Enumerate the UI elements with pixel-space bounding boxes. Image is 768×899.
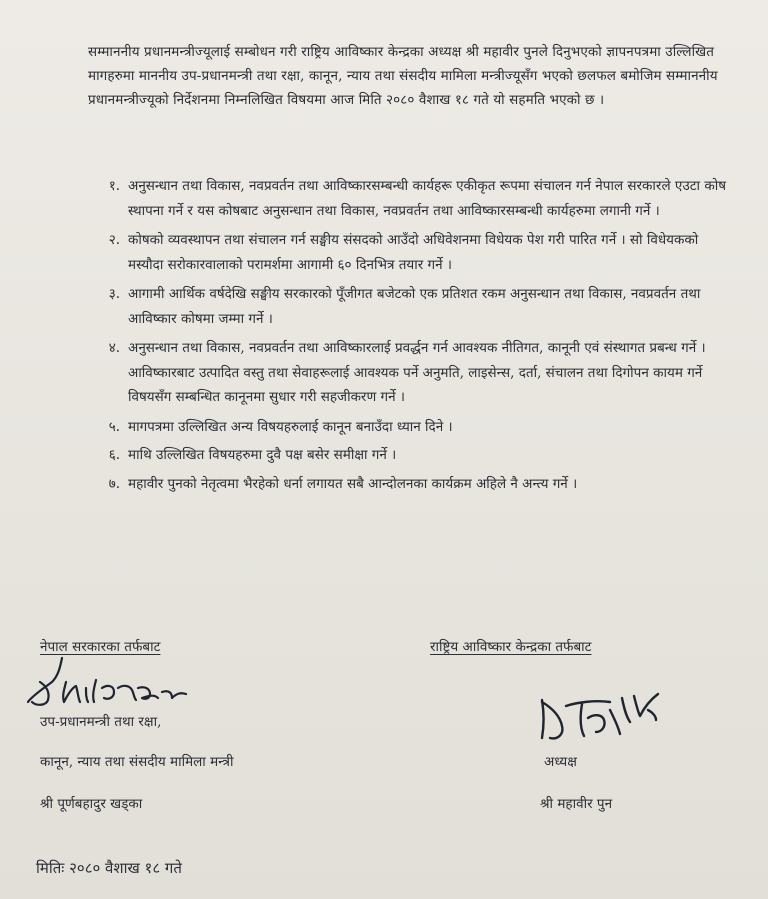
document-date: मितिः २०८० वैशाख १८ गते xyxy=(36,859,182,877)
right-signature xyxy=(530,682,680,744)
list-item xyxy=(88,228,736,277)
item-text: कोषको व्यवस्थापन तथा संचालन गर्न सङ्घीय संसदको आउँदो अधिवेशनमा विधेयक पेश गरी पारित गर्ने । सो विधेयकको मस्यौदा सरोकारवालाको परामर्शमा आगामी ६० दिनभित्र तयार गर्ने । xyxy=(128,232,699,273)
right-signatory-title: अध्यक्ष xyxy=(544,754,577,770)
item-number: ५. xyxy=(108,418,120,435)
left-signatory-name: श्री पूर्णबहादुर खड्का xyxy=(40,796,143,812)
item-number: १. xyxy=(108,178,120,194)
intro-paragraph: सम्माननीय प्रधानमन्त्रीज्यूलाई सम्बोधन गरी राष्ट्रिय आविष्कार केन्द्रका अध्यक्ष श्री महावीर पुनले दिनुभएको ज्ञापनपत्रमा उल्लिखित मागहरुमा माननीय उप-प्रधानमन्त्री तथा रक्षा, कानून, न्याय तथा संसदीय मामिला मन्त्रीज्यूसँग भएको छलफल बमोजिम सम्माननीय प्रधानमन्त्रीज्यूको निर्देशनमा निम्नलिखित विषयमा आज मिति २०८० वैशाख १८ गते यो सहमति भएको छ । xyxy=(88,44,718,108)
left-signature xyxy=(22,652,192,710)
item-text: अनुसन्धान तथा विकास, नवप्रवर्तन तथा आविष्कारसम्बन्धी कार्यहरू एकीकृत रूपमा संचालन गर्न नेपाल सरकारले एउटा कोष स्थापना गर्ने र यस कोषबाट अनुसन्धान तथा विकास, नवप्रवर्तन तथा आविष्कारसम्बन्धी कार्यहरुमा लगानी गर्ने । xyxy=(128,178,727,219)
list-item xyxy=(88,415,736,440)
agreement-items-list xyxy=(88,174,736,500)
left-title-line2: कानून, न्याय तथा संसदीय मामिला मन्त्री xyxy=(40,754,234,770)
item-number: ७. xyxy=(108,475,120,492)
list-item xyxy=(88,282,736,331)
item-number: २. xyxy=(108,232,120,248)
right-party-heading: राष्ट्रिय आविष्कार केन्द्रका तर्फबाट xyxy=(430,639,592,655)
list-item xyxy=(88,336,736,410)
left-party-heading: नेपाल सरकारका तर्फबाट xyxy=(40,639,161,655)
item-text: अनुसन्धान तथा विकास, नवप्रवर्तन तथा आविष्कारलाई प्रवर्द्धन गर्न आवश्यक नीतिगत, कानूनी एवं संस्थागत प्रबन्ध गर्ने । आविष्कारबाट उत्पादित वस्तु तथा सेवाहरूलाई आवश्यक पर्ने अनुमति, लाइसेन्स, दर्ता, संचालन तथा दिगोपन कायम गर्ने विषयसँग सम्बन्धित कानूनमा सुधार गरी सहजीकरण गर्ने । xyxy=(128,340,706,405)
item-text: आगामी आर्थिक वर्षदेखि सङ्घीय सरकारको पूँजीगत बजेटको एक प्रतिशत रकम अनुसन्धान तथा विकास, नवप्रवर्तन तथा आविष्कार कोषमा जम्मा गर्ने । xyxy=(128,286,701,327)
item-number: ३. xyxy=(108,286,120,302)
item-text: मागपत्रमा उल्लिखित अन्य विषयहरुलाई कानून बनाउँदा ध्यान दिने । xyxy=(128,418,453,435)
list-item xyxy=(88,443,736,468)
list-item xyxy=(88,472,736,497)
item-number: ४. xyxy=(108,340,120,356)
right-signatory xyxy=(430,636,730,658)
item-number: ६. xyxy=(108,447,120,463)
item-text: महावीर पुनको नेतृत्वमा भैरहेको धर्ना लगायत सबै आन्दोलनका कार्यक्रम अहिले नै अन्त्य गर्ने । xyxy=(128,475,578,492)
item-text: माथि उल्लिखित विषयहरुमा दुवै पक्ष बसेर समीक्षा गर्ने । xyxy=(128,447,397,463)
left-title-line1: उप-प्रधानमन्त्री तथा रक्षा, xyxy=(40,714,162,730)
right-signatory-name: श्री महावीर पुन xyxy=(540,796,613,812)
list-item xyxy=(88,174,736,223)
